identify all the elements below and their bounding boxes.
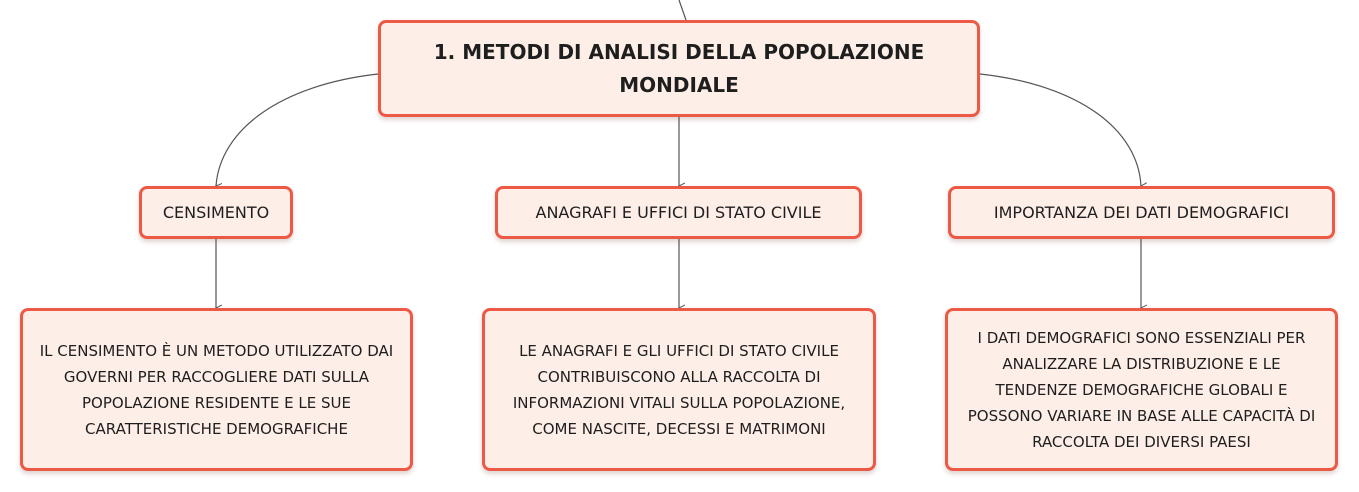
topic-node-censimento[interactable]	[139, 186, 293, 239]
topic-label-censimento: CENSIMENTO	[162, 203, 270, 222]
connector-root-censimento	[216, 74, 378, 186]
parent-connector	[679, 0, 686, 20]
root-node[interactable]	[378, 20, 980, 117]
detail-text-censimento: IL CENSIMENTO È UN METODO UTILIZZATO DAI GOVERNI PER RACCOGLIERE DATI SULLA POPOLAZIONE RESIDENTE E LE SUE CARATTERISTICHE DEMOGRAFICHE	[39, 341, 394, 438]
topic-node-anagrafi[interactable]	[495, 186, 862, 239]
detail-text-anagrafi: LE ANAGRAFI E GLI UFFICI DI STATO CIVILE CONTRIBUISCONO ALLA RACCOLTA DI INFORMAZIONI VITALI SULLA POPOLAZIONE, COME NASCITE, DECESSI E MATRIMONI	[512, 341, 846, 438]
topic-label-importanza: IMPORTANZA DEI DATI DEMOGRAFICI	[993, 203, 1290, 222]
topic-node-importanza[interactable]	[948, 186, 1335, 239]
connector-root-importanza	[980, 74, 1141, 186]
detail-node-importanza[interactable]	[945, 308, 1338, 471]
detail-node-censimento[interactable]	[20, 308, 413, 471]
detail-text-importanza: I DATI DEMOGRAFICI SONO ESSENZIALI PER ANALIZZARE LA DISTRIBUZIONE E LE TENDENZE DEMOGRAFICHE GLOBALI E POSSONO VARIARE IN BASE ALLE CAPACITÀ DI RACCOLTA DEI DIVERSI PAESI	[967, 328, 1316, 451]
detail-node-anagrafi[interactable]	[482, 308, 876, 471]
topic-label-anagrafi: ANAGRAFI E UFFICI DI STATO CIVILE	[535, 203, 822, 222]
root-title: 1. METODI DI ANALISI DELLA POPOLAZIONE MONDIALE	[433, 39, 925, 97]
